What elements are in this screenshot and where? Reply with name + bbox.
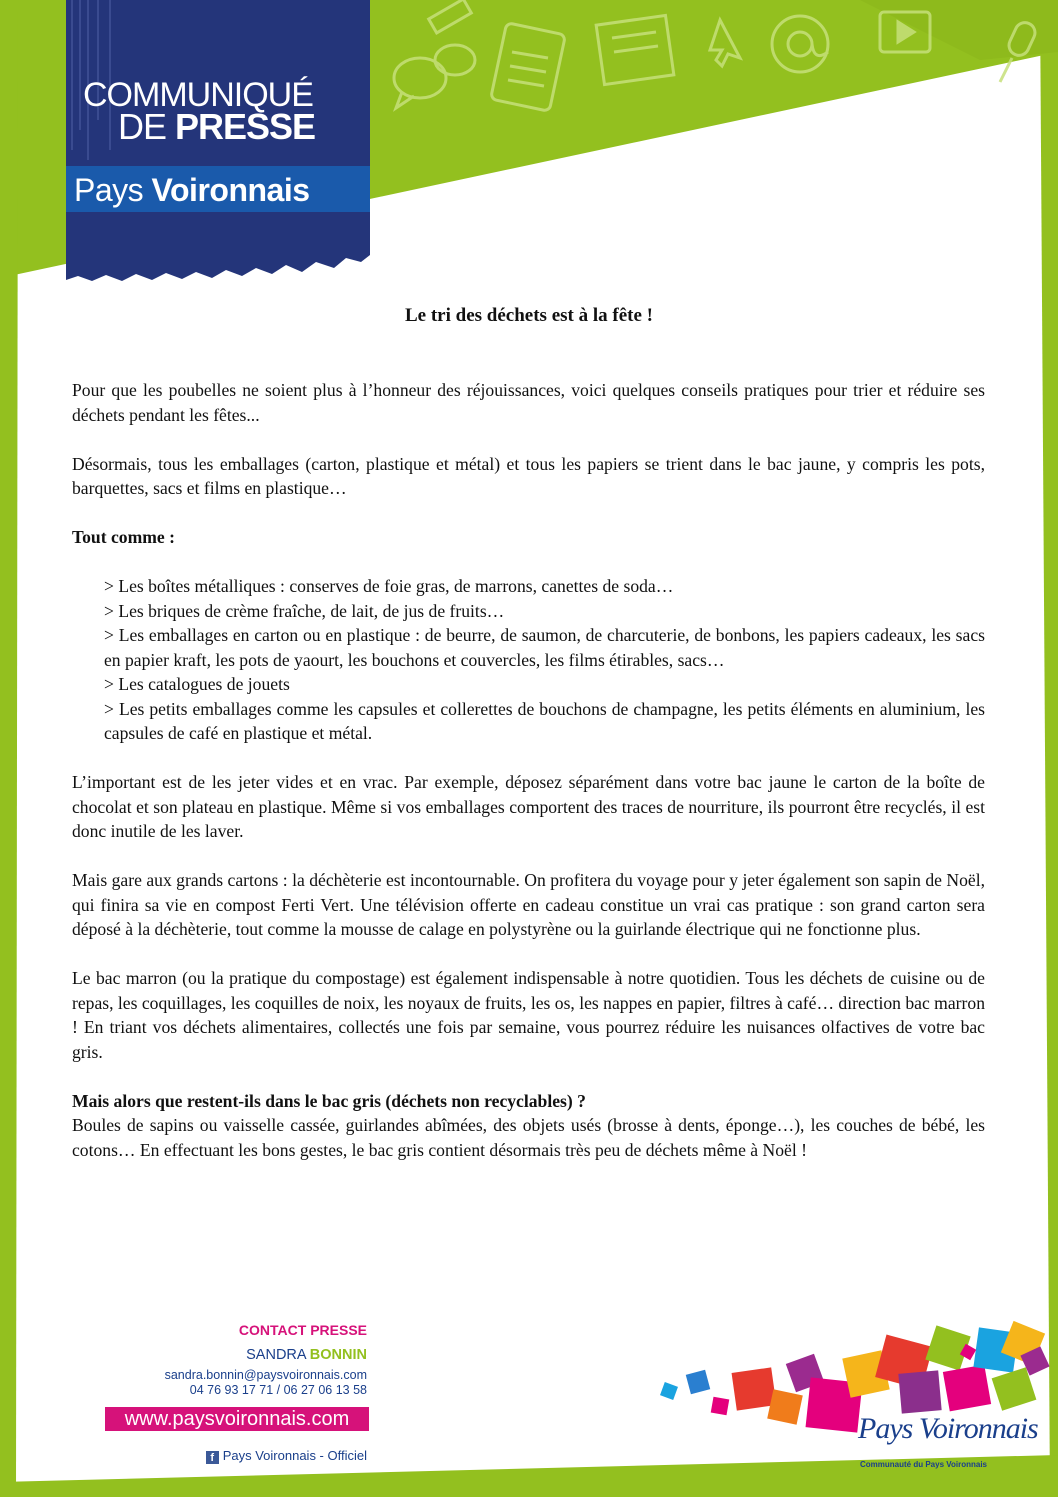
recycling-list xyxy=(72,574,985,746)
facebook-label: Pays Voironnais - Officiel xyxy=(222,1448,367,1463)
header-brand xyxy=(74,172,310,209)
press-contact xyxy=(120,1320,370,1470)
header-brand-voironnais: Voironnais xyxy=(151,172,310,208)
contact-first-name: SANDRA xyxy=(246,1347,310,1363)
facebook-icon: f xyxy=(206,1451,219,1464)
header-de-presse xyxy=(118,106,315,148)
paragraph-intro: Pour que les poubelles ne soient plus à l’honneur des réjouissances, voici quelques conseils pratiques pour trier et réduire ses déchets pendant les fêtes... xyxy=(72,380,985,425)
header-presse: PRESSE xyxy=(175,106,316,147)
paragraph-bac-jaune: Désormais, tous les emballages (carton, plastique et métal) et tous les papiers se trient dans le bac jaune, y compris les pots, barquettes, sacs et films en plastique… xyxy=(72,453,985,498)
paragraph-bac-gris: Boules de sapins ou vaisselle cassée, guirlandes abîmées, des objets usés (brosse à dents, éponge…), les couches de bébé, les cotons… En effectuant les bons gestes, le bac gris contient désormais très peu de déchets même à Noël ! xyxy=(72,1115,985,1160)
pays-voironnais-logo xyxy=(858,1412,1038,1476)
logo-text: Pays Voironnais xyxy=(858,1412,1038,1445)
list-item: > Les emballages en carton ou en plastique : de beurre, de saumon, de charcuterie, de bonbons, les papiers cadeaux, les sacs en papier kraft, les pots de yaourt, les bouchons et couvercles, les films étirables, sacs… xyxy=(104,625,985,670)
list-item: > Les briques de crème fraîche, de lait, de jus de fruits… xyxy=(104,600,505,621)
contact-heading: CONTACT PRESSE xyxy=(238,1322,367,1338)
list-item: > Les boîtes métalliques : conserves de foie gras, de marrons, canettes de soda… xyxy=(104,576,674,596)
header-de: DE xyxy=(118,106,176,147)
paragraph-grands-cartons: Mais gare aux grands cartons : la déchèterie est incontournable. On profitera du voyage pour y jeter également son sapin de Noël, qui finira sa vie en compost Ferti Vert. Une télévision offerte en cadeau constitue un vrai cas pratique : son grand carton sera déposé à la déchèterie, tout comme la mousse de calage en polystyrène ou la guirlande électrique qui ne fonctionne plus. xyxy=(72,870,985,939)
contact-name xyxy=(246,1347,367,1363)
logo-subtitle: Communauté du Pays Voironnais xyxy=(860,1460,987,1469)
contact-email[interactable]: sandra.bonnin@paysvoironnais.com xyxy=(164,1368,367,1382)
contact-phones: 04 76 93 17 71 / 06 27 06 13 58 xyxy=(189,1383,367,1397)
website-link[interactable]: www.paysvoironnais.com xyxy=(105,1407,369,1431)
list-item: > Les petits emballages comme les capsules et collerettes de bouchons de champagne, les petits éléments en aluminium, les capsules de café en plastique et métal. xyxy=(104,698,985,743)
page-title: Le tri des déchets est à la fête ! xyxy=(405,305,653,326)
heading-bac-gris: Mais alors que restent-ils dans le bac gris (déchets non recyclables) ? xyxy=(72,1090,586,1111)
press-release-header xyxy=(66,0,370,282)
header-brand-pays: Pays xyxy=(74,172,152,208)
facebook-link[interactable] xyxy=(206,1448,367,1464)
list-item: > Les catalogues de jouets xyxy=(104,674,290,694)
header-communique: COMMUNIQUÉ xyxy=(83,76,313,114)
article-body xyxy=(72,378,985,1187)
contact-last-name: BONNIN xyxy=(309,1347,367,1363)
heading-tout-comme: Tout comme : xyxy=(72,527,175,547)
paragraph-bac-marron: Le bac marron (ou la pratique du compostage) est également indispensable à notre quotidien. Tous les déchets de cuisine ou de repas, les coquillages, les coquilles de noix, les noyaux de fruits, les os, les nappes en papier, filtres à café… direction bac marron ! En triant vos déchets alimentaires, collectés une fois par semaine, vous pourrez réduire les nuisances olfactives de votre bac gris. xyxy=(72,968,985,1062)
paragraph-vides-en-vrac: L’important est de les jeter vides et en vrac. Par exemple, déposez séparément dans votre bac jaune le carton de la boîte de chocolat et son plateau en plastique. Même si vos emballages comportent des traces de nourriture, ils pourront être recyclés, il est donc inutile de les laver. xyxy=(72,772,985,841)
